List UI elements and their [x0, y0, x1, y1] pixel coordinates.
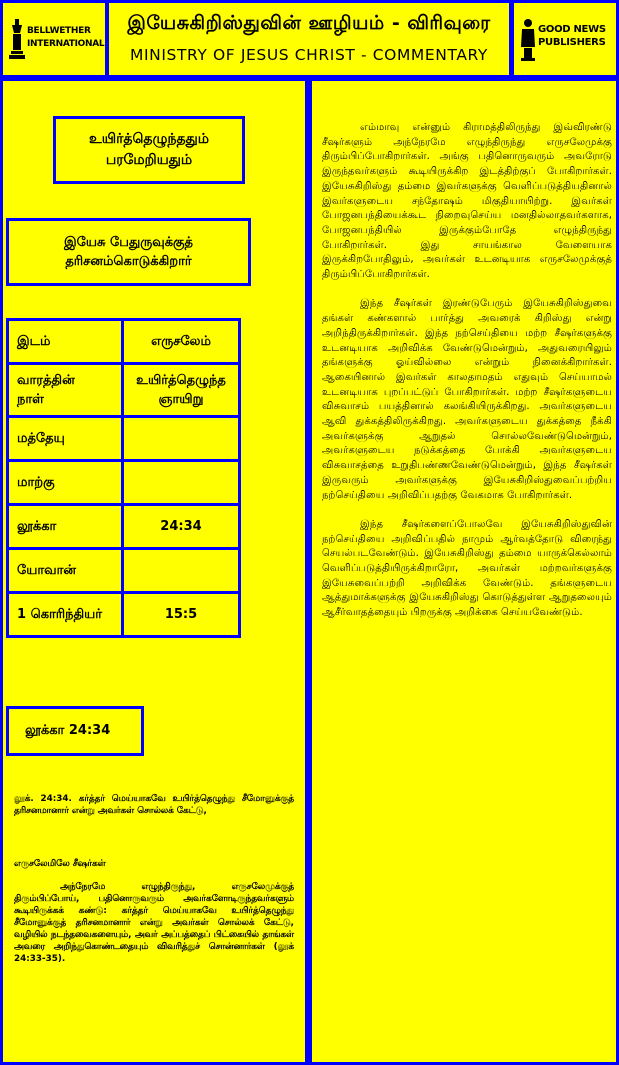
commentary-paragraph: எம்மாவு என்னும் கிராமத்திலிருந்து இவ்விரண்டு சீஷர்களும் அந்நேரமே எழுந்திருந்து எருசலேமுக்கு திரும்பிப்போகிறார்கள். அங்கு பதினொருவரும் அவரோடு இருந்தவர்களும் கூடியிருக்கிற இடத்திற்குப் போகிறார்கள். இயேசுகிறிஸ்து தம்மை இவர்களுக்கு வெளிப்படுத்தியதினால் இவர்களுடைய சந்தோஷம் மிகுதியாயிற்று. இவர்கள் போஜனபந்தியைக்கூட நிறைவுசெய்ய மனதில்லாதவர்களாக, போஜனபந்தியில் இருக்கும்போதே எழுந்திருந்து போகிறார்கள். இது சாயங்கால வேளையாக இருக்கிறபோதிலும், அவர்கள் உடனடியாக எருசலேமுக்குத் திரும்பிப்போகிறார்கள். [322, 122, 612, 281]
good-news-logo-text: GOOD NEWS PUBLISHERS [538, 24, 606, 48]
mark-value [123, 461, 240, 505]
passage-text: அந்நேரமே எழுந்திருந்து, எருசலேமுக்குத் திரும்பிப்போய், பதினொருவரும் அவர்களோடிருந்தவர்களும் கூடியிருக்கக் கண்டு: கர்த்தர் மெய்யாகவே உயிர்த்தெழுந்து சீமோனுக்குத் தரிசனமானார் என்று அவர்கள் சொல்லக் கேட்டு, வழியில் நடந்தவைகளையும், அவர் அப்பத்தைப் பிட்கையில் தாங்கள் அவரை அறிந்துகொண்டதையும் விவரித்துச் சொன்னார்கள் (லூக் 24:33-35). [14, 882, 294, 964]
title-english: MINISTRY OF JESUS CHRIST - COMMENTARY [130, 46, 488, 64]
scripture-reference: லூக்கா 24:34 [25, 723, 111, 738]
title-tamil: இயேசுகிறிஸ்துவின் ஊழியம் - விரிவுரை [127, 12, 491, 34]
table-row [8, 461, 240, 505]
matthew-label: மத்தேயு [8, 417, 123, 461]
commentary-paragraph: இந்த சீஷர்களைப்போலவே இயேசுகிறிஸ்துவின் நற்செய்தியை அறிவிப்பதில் நாமும் ஆர்வத்தோடு விரைந்து செயல்படவேண்டும். இயேசுகிறிஸ்து தம்மை யாருக்கெல்லாம் வெளிப்படுத்தியிருக்கிறாரோ, அவர்கள் மற்றவர்களுக்கு இயேசுவைப்பற்றி அறிவிக்க வேண்டும். தங்களுடைய ஆத்துமாக்களுக்கு இயேசுகிறிஸ்து கொடுத்துள்ள ஆறுதலையும் ஆசீர்வாதத்தையும் பிறருக்கு அறிக்கை செய்யவேண்டும். [322, 518, 612, 619]
reference-table [6, 318, 241, 638]
bellwether-logo-text: BELLWETHER INTERNATIONAL [27, 26, 105, 49]
day-value: உயிர்த்தெழுந்த ஞாயிறு [123, 364, 240, 417]
trumpet-angel-icon [520, 17, 536, 61]
scripture-reference-box [6, 706, 144, 756]
appearance-heading: இயேசு பேதுருவுக்குத் தரிசனம்கொடுக்கிறார் [64, 235, 193, 269]
corinthians-label: 1 கொரிந்தியர் [8, 593, 123, 637]
bell-tower-icon [9, 17, 25, 61]
corinthians-value: 15:5 [123, 593, 240, 637]
bellwether-logo-panel [3, 3, 105, 75]
section-heading: எருசலேமிலே சீஷர்கள் [14, 859, 106, 869]
john-label: யோவான் [8, 549, 123, 593]
bellwether-logo [9, 17, 105, 61]
left-column [3, 81, 305, 1062]
good-news-logo-panel [514, 3, 616, 75]
luke-value: 24:34 [123, 505, 240, 549]
table-row [8, 320, 240, 364]
table-row [8, 505, 240, 549]
verse-text: லூக். 24:34. கர்த்தர் மெய்யாகவே உயிர்த்தெழுந்து சீமோனுக்குத் தரிசனமானார் என்று அவர்கள் சொல்லக் கேட்டு, [14, 794, 294, 816]
right-column [312, 81, 616, 1062]
commentary [322, 121, 612, 636]
luke-label: லூக்கா [8, 505, 123, 549]
event-heading: உயிர்த்தெழுந்ததும் பரமேறியதும் [89, 131, 209, 168]
table-row [8, 417, 240, 461]
day-label: வாரத்தின் நாள் [8, 364, 123, 417]
good-news-logo [520, 17, 612, 61]
place-value: எருசலேம் [123, 320, 240, 364]
table-row [8, 364, 240, 417]
event-heading-box [53, 116, 245, 184]
mark-label: மாற்கு [8, 461, 123, 505]
john-value [123, 549, 240, 593]
place-label: இடம் [8, 320, 123, 364]
appearance-heading-box [6, 218, 251, 286]
matthew-value [123, 417, 240, 461]
table-row [8, 549, 240, 593]
commentary-paragraph: இந்த சீஷர்கள் இரண்டுபேரும் இயேசுகிறிஸ்துவை தங்கள் கண்களால் பார்த்து அவரைக் கிறிஸ்து என்று அறிந்திருக்கிறார்கள். இந்த நற்செய்தியை மற்ற சீஷர்களுக்கு உடனடியாக அறிவிக்க வேண்டுமென்றும், அதுவரையிலும் தங்களுக்கு ஓய்வில்லை என்றும் நினைக்கிறார்கள். ஆகையினால் இவர்கள் காலதாமதம் எதுவும் செய்யாமல் உடனடியாக புறப்பட்டுப் போகிறார்கள். மற்ற சீஷர்களுடைய விசுவாசம் பயத்தினால் கலங்கியிருக்கிறது. அவர்களுடைய ஆவி துக்கத்திலிருக்கிறது. அவர்களுடைய துக்கத்தை நீக்கி அவர்களுக்கு ஆறுதல் சொல்லவேண்டுமென்றும், அவர்களுடைய நடுக்கத்தை போக்கி அவர்களுடைய விசுவாசத்தை உறுதிபண்ணவேண்டுமென்றும், இந்த சீஷர்கள் இருவரும் அவர்களுக்கு இயேசுகிறிஸ்துவைப்பற்றிய நற்செய்தியை அறிவிப்பதற்கு வேகமாக போகிறார்கள். [322, 298, 612, 501]
header-title-panel [109, 3, 509, 75]
table-row [8, 593, 240, 637]
